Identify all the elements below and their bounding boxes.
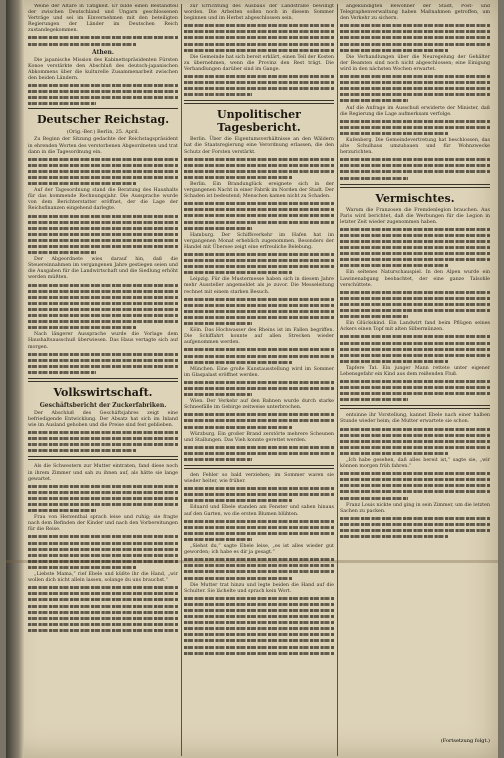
article-text: Auf der Tagesordnung stand die Beratung des Haushalts für das kommende Rechnungsjahr. Die Aussprache wurde von dem Berichterstatter eröffnet, der die Lage der Reichsfinanzen eingehend darlegte. [28,188,178,212]
continuation-note: (Fortsetzung folgt.) [440,738,490,744]
article-text: Der Abschluß des Geschäftsjahres zeigt eine befriedigende Entwicklung. Der Absatz hat sich im Inland wie im Ausland gehoben und die Preise sind fest geblieben. [28,410,178,429]
text-block [184,298,334,325]
text-block [340,517,490,538]
text-block [184,202,334,229]
text-block [184,520,334,541]
article-text: Auf die Anfrage im Ausschuß erwiderte der Minister, daß die Regierung die Lage aufmerksam verfolge. [340,105,490,117]
text-block [28,84,178,105]
text-block [340,472,490,499]
text-block [184,348,334,363]
article-text: Kufenberg. Die Gemeindevertretung hat beschlossen, das alte Schulhaus umzubauen und für Wohnzwecke herzurichten. [340,137,490,156]
article-text: Ein Glückskind. Ein Landwirt fand beim Pflügen seines Ackers einen Topf mit alten Silbermünzen. [340,321,490,333]
story-text: den Fehler so bald verziehen; im Sommer waren sie wieder heiter, wie früher. [184,473,334,485]
story-text: „Liebste Mama,“ rief Ebele und küßte ihr die Hand, „wir wollen dich nicht allein lassen, solange du uns brauchst.“ [28,572,178,584]
headline-tagesbericht: Unpolitischer Tagesbericht. [217,108,301,135]
article-text: Ein seltenes Naturschauspiel. In den Alpen wurde ein Lawinenabgang beobachtet, der eine ganze Talsohle verschüttete. [340,270,490,288]
text-block [340,228,490,268]
text-block [340,24,490,51]
story-text: Frau von Herzenthal sprach leise und ruhig; sie fragte nach dem Befinden der Kinder und nach den Vorbereitungen für die Reise. [28,515,178,533]
column-2 [184,4,334,756]
text-block [28,158,178,185]
article-text: Tapfere Tat. Ein junger Mann rettete unter eigener Lebensgefahr ein Kind aus dem reißenden Fluß. [340,365,490,377]
text-block [340,75,490,102]
dateline: (Orig.-Ber.) Berlin, 25. April. [66,129,140,136]
story-text: „Siehst du,“ sagte Ebele leise, „es ist alles wieder gut geworden; ich habe es dir ja gesagt.“ [184,544,334,556]
story-text: Eduard und Ebele standen am Fenster und sahen hinaus auf den Garten, wo die ersten Blumen blühten. [184,505,334,517]
article-text: Berlin. Über die Eigentumsverhältnisse an den Wäldern hat die Staatsregierung eine Verordnung erlassen, die den Schutz der Forsten verstärkt. [184,137,334,155]
text-block [340,335,490,362]
story-text: „Ich habe gesehen, daß alles bereit ist,“ sagte sie, „wir können morgen früh fahren.“ [340,458,490,470]
text-block [28,586,178,632]
column-rule [337,4,338,756]
divider [184,465,334,469]
text-block [28,36,178,45]
headline-vermischtes: Vermischtes. [375,191,455,205]
text-block [340,158,490,179]
article-text: Hamburg. Der Schiffsverkehr im Hafen hat im vergangenen Monat erheblich zugenommen. Besonders der Handel mit Übersee zeigt eine erfreuliche Belebung. [184,232,334,250]
article-text: Leipzig. Für die Mustermesse haben sich in diesem Jahre mehr Aussteller angemeldet als je zuvor. Die Messeleitung rechnet mit einem starken Besuch. [184,277,334,295]
divider [28,108,178,109]
text-block [340,291,490,318]
text-block [28,431,178,452]
divider [28,378,178,382]
article-text: Die Verhandlungen über die Neuregelung der Gehälter der Beamten sind noch nicht abgeschlossen; eine Einigung wird in den nächsten Wochen erwartet. [340,54,490,72]
text-block [184,558,334,579]
divider [340,184,490,188]
article-text: Weihe der Altäre in Tätigkeit. Er bilde einen Bestandteil der zwischen Deutschland und Ungarn geschlossenen Verträge und sei im Einvernehmen mit den beteiligten Regierungen der Länder im Deutschen Reich zustandegekommen. [28,4,178,34]
article-text: angekündigten Bewohner der Stadt, Post- und Telegraphenverwaltung haben Maßnahmen getroffen, um den Verkehr zu sichern. [340,4,490,22]
column-3 [340,4,490,756]
article-text: zur Errichtung des Ausbaus der Landstraße bewilligt worden. Die Arbeiten sollen noch in diesem Sommer beginnen und im Herbst abgeschlossen sein. [184,4,334,22]
page-binding [6,0,24,758]
text-block [340,428,490,455]
story-text: Als die Schwestern zur Mutter eintraten, fand diese noch in ihrem Zimmer und sah zu ihnen auf, als hätte sie lange gewartet. [28,464,178,482]
text-block [340,380,490,401]
article-text: Die Gemeinde hat sich bereit erklärt, einen Teil der Kosten zu übernehmen, wenn die Provinz den Rest trägt. Die Verhandlungen darüber sind im Gange. [184,54,334,72]
article-text: Köln. Das Hochwasser des Rheins ist im Fallen begriffen. Die Schiffahrt konnte auf allen Strecken wieder aufgenommen werden. [184,328,334,346]
text-block [28,353,178,374]
divider [340,405,490,409]
headline-reichstag: Deutscher Reichstag. [36,113,170,127]
newspaper-page [6,0,498,758]
text-block [28,215,178,255]
article-text: Die japanische Mission des Kabinettspräsidenten Fürsten Konoe verstärkte den Abschluß des deutsch-japanischen Abkommens über die kulturelle Zusammenarbeit zwischen den beiden Ländern. [28,57,178,81]
text-block [184,381,334,396]
text-block [184,487,334,502]
article-text: Würzburg. Ein großer Brand zerstörte mehrere Scheunen und Stallungen. Das Vieh konnte gerettet werden. [184,431,334,443]
text-block [184,413,334,428]
column-1 [28,4,178,756]
text-block [28,485,178,512]
story-text: Franz Louis nickte und ging in sein Zimmer, um die letzten Sachen zu packen. [340,502,490,514]
article-text: Nach längerer Aussprache wurde die Vorlage dem Haushaltsausschuß überwiesen. Das Haus vertagte sich auf morgen. [28,332,178,350]
article-text: Zu Beginn der Sitzung gedachte der Reichstagspräsident in ehrenden Worten des verstorbenen Abgeordneten und trat dann in die Tagesordnung ein. [28,137,178,155]
article-text: Der Abgeordnete wies darauf hin, daß die Steuereinnahmen im vergangenen Jahre gestiegen seien und die Ausgaben für die Landwirtschaft und die Siedlung erhöht werden müßten. [28,257,178,281]
headline-volkswirtschaft: Volkswirtschaft. [53,385,153,399]
story-text: Die Mutter trat hinzu und legte beiden die Hand auf die Schulter. Sie lächelte und sprach kein Wort. [184,582,334,594]
text-block [184,158,334,179]
text-block [184,446,334,461]
divider [184,100,334,104]
article-text: Wien. Der Verkehr auf den Bahnen wurde durch starke Schneefälle im Gebirge zeitweise unterbrochen. [184,399,334,411]
column-rule [181,4,182,756]
article-text: München. Eine große Kunstausstellung wird im Sommer im Glaspalast eröffnet werden. [184,366,334,378]
text-block [184,597,334,655]
text-block [184,253,334,274]
divider [28,456,178,460]
text-block [184,24,334,51]
text-block [28,535,178,568]
article-text: Warum die Franzosen die Fremdenlegion brauchen. Aus Paris wird berichtet, daß die Werbungen für die Legion in letzter Zeit wieder zugenommen haben. [340,207,490,225]
text-block [340,120,490,135]
section-subhead: Geschäftsbericht der Zuckerfabriken. [39,401,167,409]
section-subhead: Athen. [92,48,114,56]
story-text: entsinne ihr Vorstellung, kannst Ebele nach einer halben Stunde wieder heim; die Mutter erwartete sie schon. [340,413,490,425]
text-block [28,284,178,330]
text-block [184,75,334,96]
article-text: Berlin. Ein Brandunglück ereignete sich in der vergangenen Nacht in einer Fabrik im Norden der Stadt. Der Schaden ist bedeutend; Menschen kamen nicht zu Schaden. [184,181,334,200]
